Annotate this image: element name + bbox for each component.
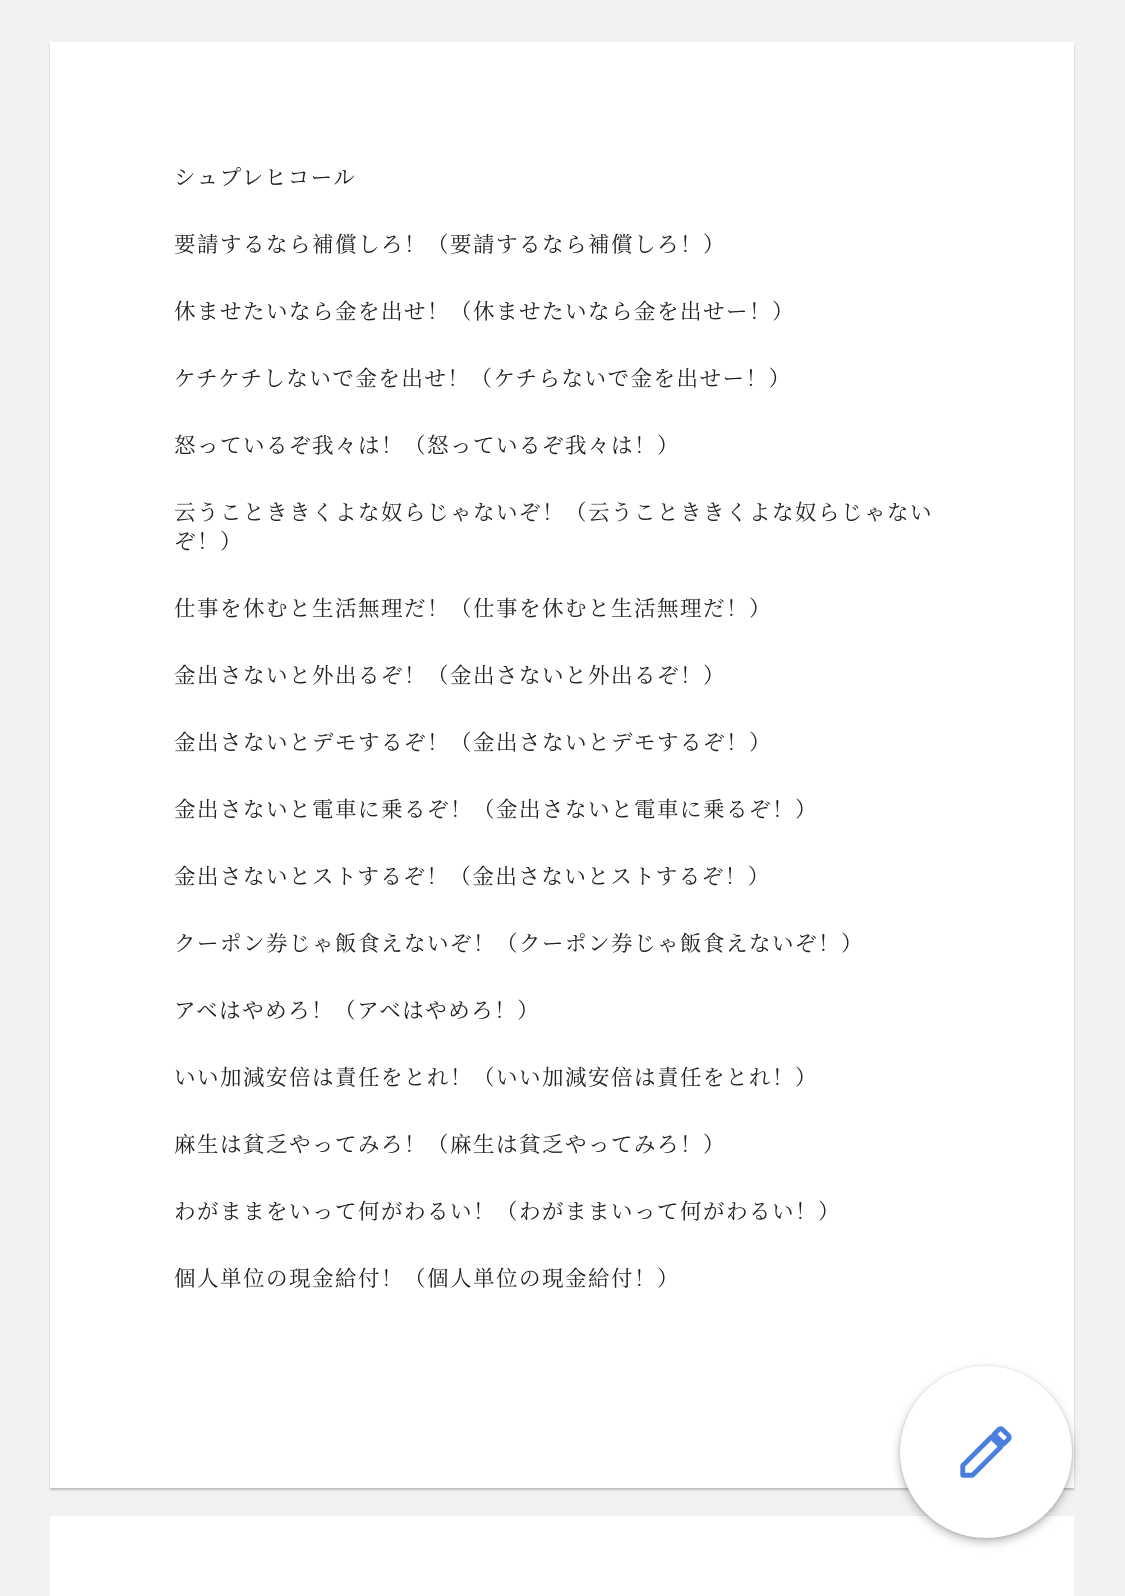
document-line: 金出さないとデモするぞ！（金出さないとデモするぞ！） (174, 731, 773, 756)
document-line: 金出さないと電車に乗るぞ！（金出さないと電車に乗るぞ！） (174, 798, 819, 823)
document-line: わがままをいって何がわるい！（わがままいって何がわるい！） (174, 1200, 842, 1225)
document-line: アベはやめろ！（アベはやめろ！） (174, 999, 541, 1024)
document-line: 個人単位の現金給付！（個人単位の現金給付！） (174, 1267, 681, 1292)
document-line: クーポン券じゃ飯食えないぞ！（クーポン券じゃ飯食えないぞ！） (174, 932, 865, 957)
document-line: 怒っているぞ我々は！（怒っているぞ我々は！） (174, 434, 681, 459)
edit-button[interactable] (900, 1366, 1072, 1538)
document-line: 要請するなら補償しろ！（要請するなら補償しろ！） (174, 233, 727, 258)
document-line: 云うことききくよな奴らじゃないぞ！（云うことききくよな奴らじゃないぞ！） (174, 501, 934, 555)
document-line: ケチケチしないで金を出せ！（ケチらないで金を出せー！） (174, 367, 792, 392)
pencil-icon (955, 1421, 1017, 1483)
document-line: いい加減安倍は責任をとれ！（いい加減安倍は責任をとれ！） (174, 1066, 819, 1091)
next-page (50, 1516, 1074, 1596)
document-page (50, 42, 1074, 1488)
document-body (174, 164, 934, 1332)
document-line: 仕事を休むと生活無理だ！（仕事を休むと生活無理だ！） (174, 597, 773, 622)
document-title: シュプレヒコール (174, 166, 357, 191)
document-line: 休ませたいなら金を出せ！（休ませたいなら金を出せー！） (174, 300, 796, 325)
document-line: 金出さないと外出るぞ！（金出さないと外出るぞ！） (174, 664, 727, 689)
document-line: 金出さないとストするぞ！（金出さないとストするぞ！） (174, 865, 771, 890)
document-line: 麻生は貧乏やってみろ！（麻生は貧乏やってみろ！） (174, 1133, 727, 1158)
